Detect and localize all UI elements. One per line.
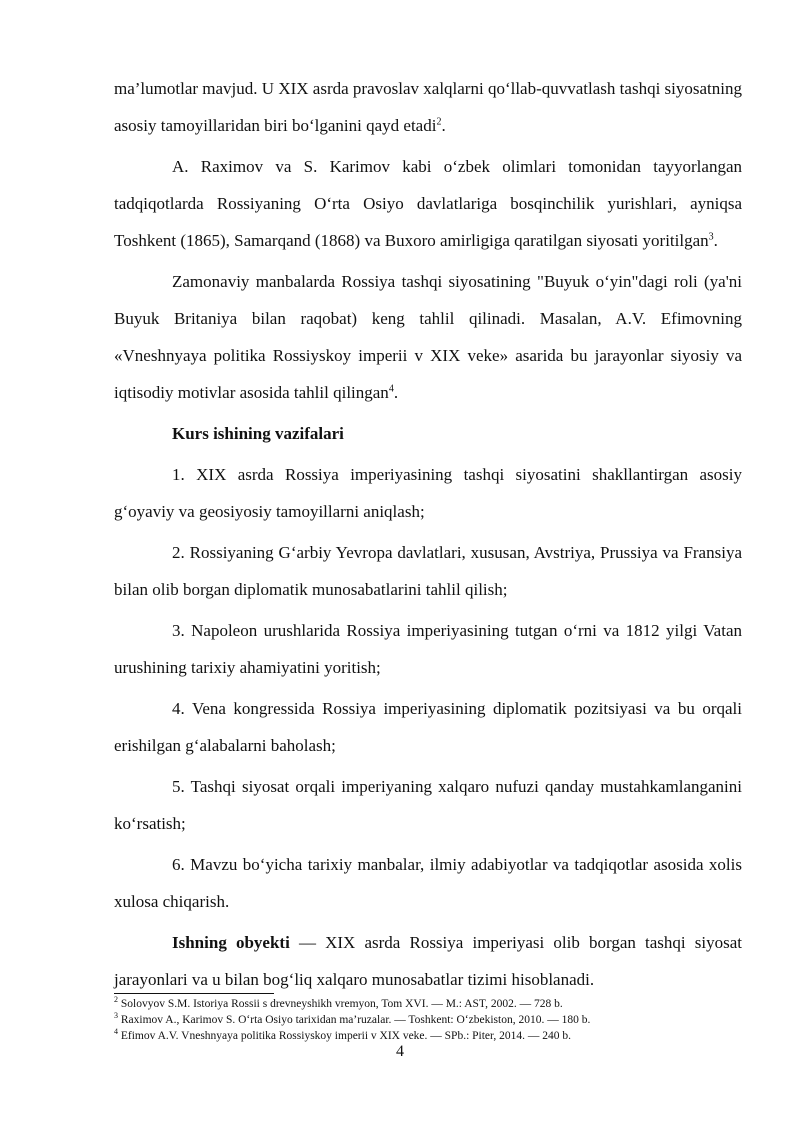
footnote-divider (114, 993, 274, 994)
page-number: 4 (396, 1043, 404, 1060)
footnote-ref: 3 (708, 231, 714, 243)
paragraph-object: Ishning obyekti — XIX asrda Rossiya imperiyasi olib borgan tashqi siyosat jarayonlari va u bilan bog‘liq xalqaro munosabatlar tizimi hisoblanadi. (114, 933, 742, 989)
paragraph-modern-sources: Zamonaviy manbalarda Rossiya tashqi siyosatining "Buyuk o‘yin"dagi roli (ya'ni Buyuk Britaniya bilan raqobat) keng tahlil qilinadi. Masalan, A.V. Efimovning «Vneshnyaya politika Rossiyskoy imperii v XIX veke» asarida bu jarayonlar siyosiy va iqtisodiy motivlar asosida tahlil qilingan$^4$. (114, 272, 742, 402)
footnote-ref: 4 (388, 383, 394, 395)
task-item: 5. Tashqi siyosat orqali imperiyaning xalqaro nufuzi qanday mustahkamlanganini ko‘rsatish; (114, 777, 742, 833)
footnote-mark: 4 (114, 1027, 118, 1037)
task-item: 3. Napoleon urushlarida Rossiya imperiyasining tutgan o‘rni va 1812 yilgi Vatan urushining tarixiy ahamiyatini yoritish; (114, 621, 742, 677)
footnote: $^2$ Solovyov S.M. Istoriya Rossii s drevneyshikh vremyon, Tom XVI. — M.: AST, 2002. — 728 b. (114, 995, 563, 1010)
paragraph-uzbek-scholars: A. Raximov va S. Karimov kabi o‘zbek olimlari tomonidan tayyorlangan tadqiqotlarda Rossiyaning O‘rta Osiyo davlatlariga bosqinchilik yurishlari, ayniqsa Toshkent (1865), Samarqand (1868) va Buxoro amirligiga qaratilgan siyosati yoritilgan$^3$. (114, 157, 742, 250)
section-heading: Kurs ishining vazifalari (172, 424, 344, 443)
footnote: $^4$ Efimov A.V. Vneshnyaya politika Rossiyskoy imperii v XIX veke. — SPb.: Piter, 2014. — 240 b. (114, 1027, 572, 1042)
footnote-mark: 3 (114, 1011, 118, 1021)
object-label: Ishning obyekti (172, 933, 290, 952)
task-item: 1. XIX asrda Rossiya imperiyasining tashqi siyosatini shakllantirgan asosiy g‘oyaviy va geosiyosiy tamoyillarni aniqlash; (114, 465, 742, 521)
task-item: 6. Mavzu bo‘yicha tarixiy manbalar, ilmiy adabiyotlar va tadqiqotlar asosida xolis xulosa chiqarish. (114, 855, 742, 911)
footnotes (114, 996, 742, 1044)
footnote-mark: 2 (114, 995, 118, 1005)
task-item: 2. Rossiyaning G‘arbiy Yevropa davlatlari, xususan, Avstriya, Prussiya va Fransiya bilan olib borgan diplomatik munosabatlarini tahlil qilish; (114, 543, 742, 599)
footnote: $^3$ Raximov A., Karimov S. O‘rta Osiyo tarixidan ma’ruzalar. — Toshkent: O‘zbekiston, 2010. — 180 b. (114, 1011, 591, 1026)
task-item: 4. Vena kongressida Rossiya imperiyasining diplomatik pozitsiyasi va bu orqali erishilgan g‘alabalarni baholash; (114, 699, 742, 755)
footnote-ref: 2 (436, 116, 442, 128)
paragraph-continuation: ma’lumotlar mavjud. U XIX asrda pravoslav xalqlarni qo‘llab-quvvatlash tashqi siyosatning asosiy tamoyillaridan biri bo‘lganini qayd etadi$^2$. (114, 79, 742, 135)
